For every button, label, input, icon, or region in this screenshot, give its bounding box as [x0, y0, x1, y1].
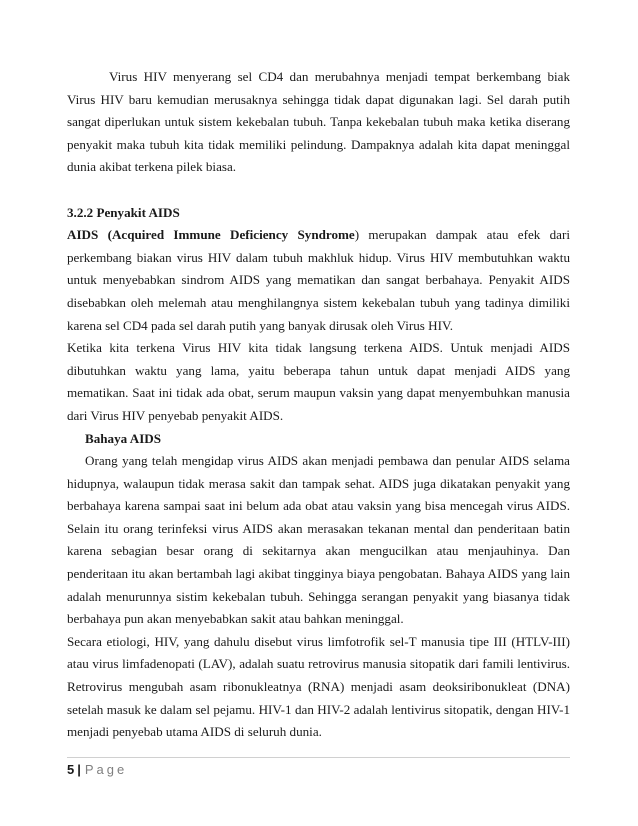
paragraph-hiv-to-aids: Ketika kita terkena Virus HIV kita tidak langsung terkena AIDS. Untuk menjadi AIDS dibutuhkan waktu yang lama, yaitu beberapa tahun untuk dapat menjadi AIDS yang mematikan. Saat ini tidak ada obat, serum maupun vaksin yang dapat menyembuhkan manusia dari Virus HIV penyebab penyakit AIDS. [67, 340, 570, 423]
aids-term-bold: AIDS (Acquired Immune Deficiency Syndrome [67, 227, 355, 243]
section-heading: 3.2.2 Penyakit AIDS [67, 204, 180, 220]
aids-definition-text: ) merupakan dampak atau efek dari perkembang biakan virus HIV dalam tubuh makhluk hidup. Virus HIV membutuhkan waktu untuk menyebabkan sindrom AIDS yang mematikan dan sangat berbahaya. Penyakit AIDS disebabkan oleh melemah atau menghilangnya sistem kekebalan tubuh yang tadinya dimiliki karena sel CD4 pada sel darah putih yang banyak dirusak oleh Virus HIV. [67, 227, 570, 333]
page-number: 5 [67, 762, 75, 777]
paragraph-etiologi: Secara etiologi, HIV, yang dahulu disebut virus limfotrofik sel-T manusia tipe III (HTLV-III) atau virus limfadenopati (LAV), adalah suatu retrovirus manusia sitopatik dari famili lentivirus. Retrovirus mengubah asam ribonukleatnya (RNA) menjadi asam deoksiribonukleat (DNA) setelah masuk ke dalam sel pejamu. HIV-1 dan HIV-2 adalah lentivirus sitopatik, dengan HIV-1 menjadi penyebab utama AIDS di seluruh dunia. [67, 633, 570, 740]
paragraph-spacer [67, 179, 570, 202]
sub-heading: Bahaya AIDS [85, 430, 162, 446]
page-footer [67, 762, 127, 777]
paragraph-bahaya-aids: Orang yang telah mengidap virus AIDS akan menjadi pembawa dan penular AIDS selama hidupnya, walaupun tidak merasa sakit dan tampak sehat. AIDS juga dikatakan penyakit yang berbahaya karena sampai saat ini belum ada obat atau vaksin yang bisa mencegah virus AIDS. Selain itu orang terinfeksi virus AIDS akan merasakan tekanan mental dan penderitaan batin karena sebagian besar orang di sekitarnya akan mengucilkan atau menjauhinya. Dan penderitaan itu akan bertambah lagi akibat tingginya biaya pengobatan. Bahaya AIDS yang lain adalah menurunnya sistim kekebalan tubuh. Sehingga serangan penyakit yang biasanya tidak berbahaya pun akan menyebabkan sakit atau bahkan meninggal. [67, 453, 570, 627]
footer-divider [67, 757, 570, 758]
paragraph-virus-hiv-cd4: Virus HIV menyerang sel CD4 dan merubahnya menjadi tempat berkembang biak Virus HIV baru kemudian merusaknya sehingga tidak dapat digunakan lagi. Sel darah putih sangat diperlukan untuk sistem kekebalan tubuh. Tanpa kekebalan tubuh maka ketika diserang penyakit maka tubuh kita tidak memiliki pelindung. Dampaknya adalah kita dapat meninggal dunia akibat terkena pilek biasa. [67, 69, 570, 175]
footer-separator: | [77, 762, 81, 777]
page-label: Page [84, 762, 128, 777]
page-body [67, 66, 570, 744]
paragraph-aids-definition [67, 224, 570, 337]
